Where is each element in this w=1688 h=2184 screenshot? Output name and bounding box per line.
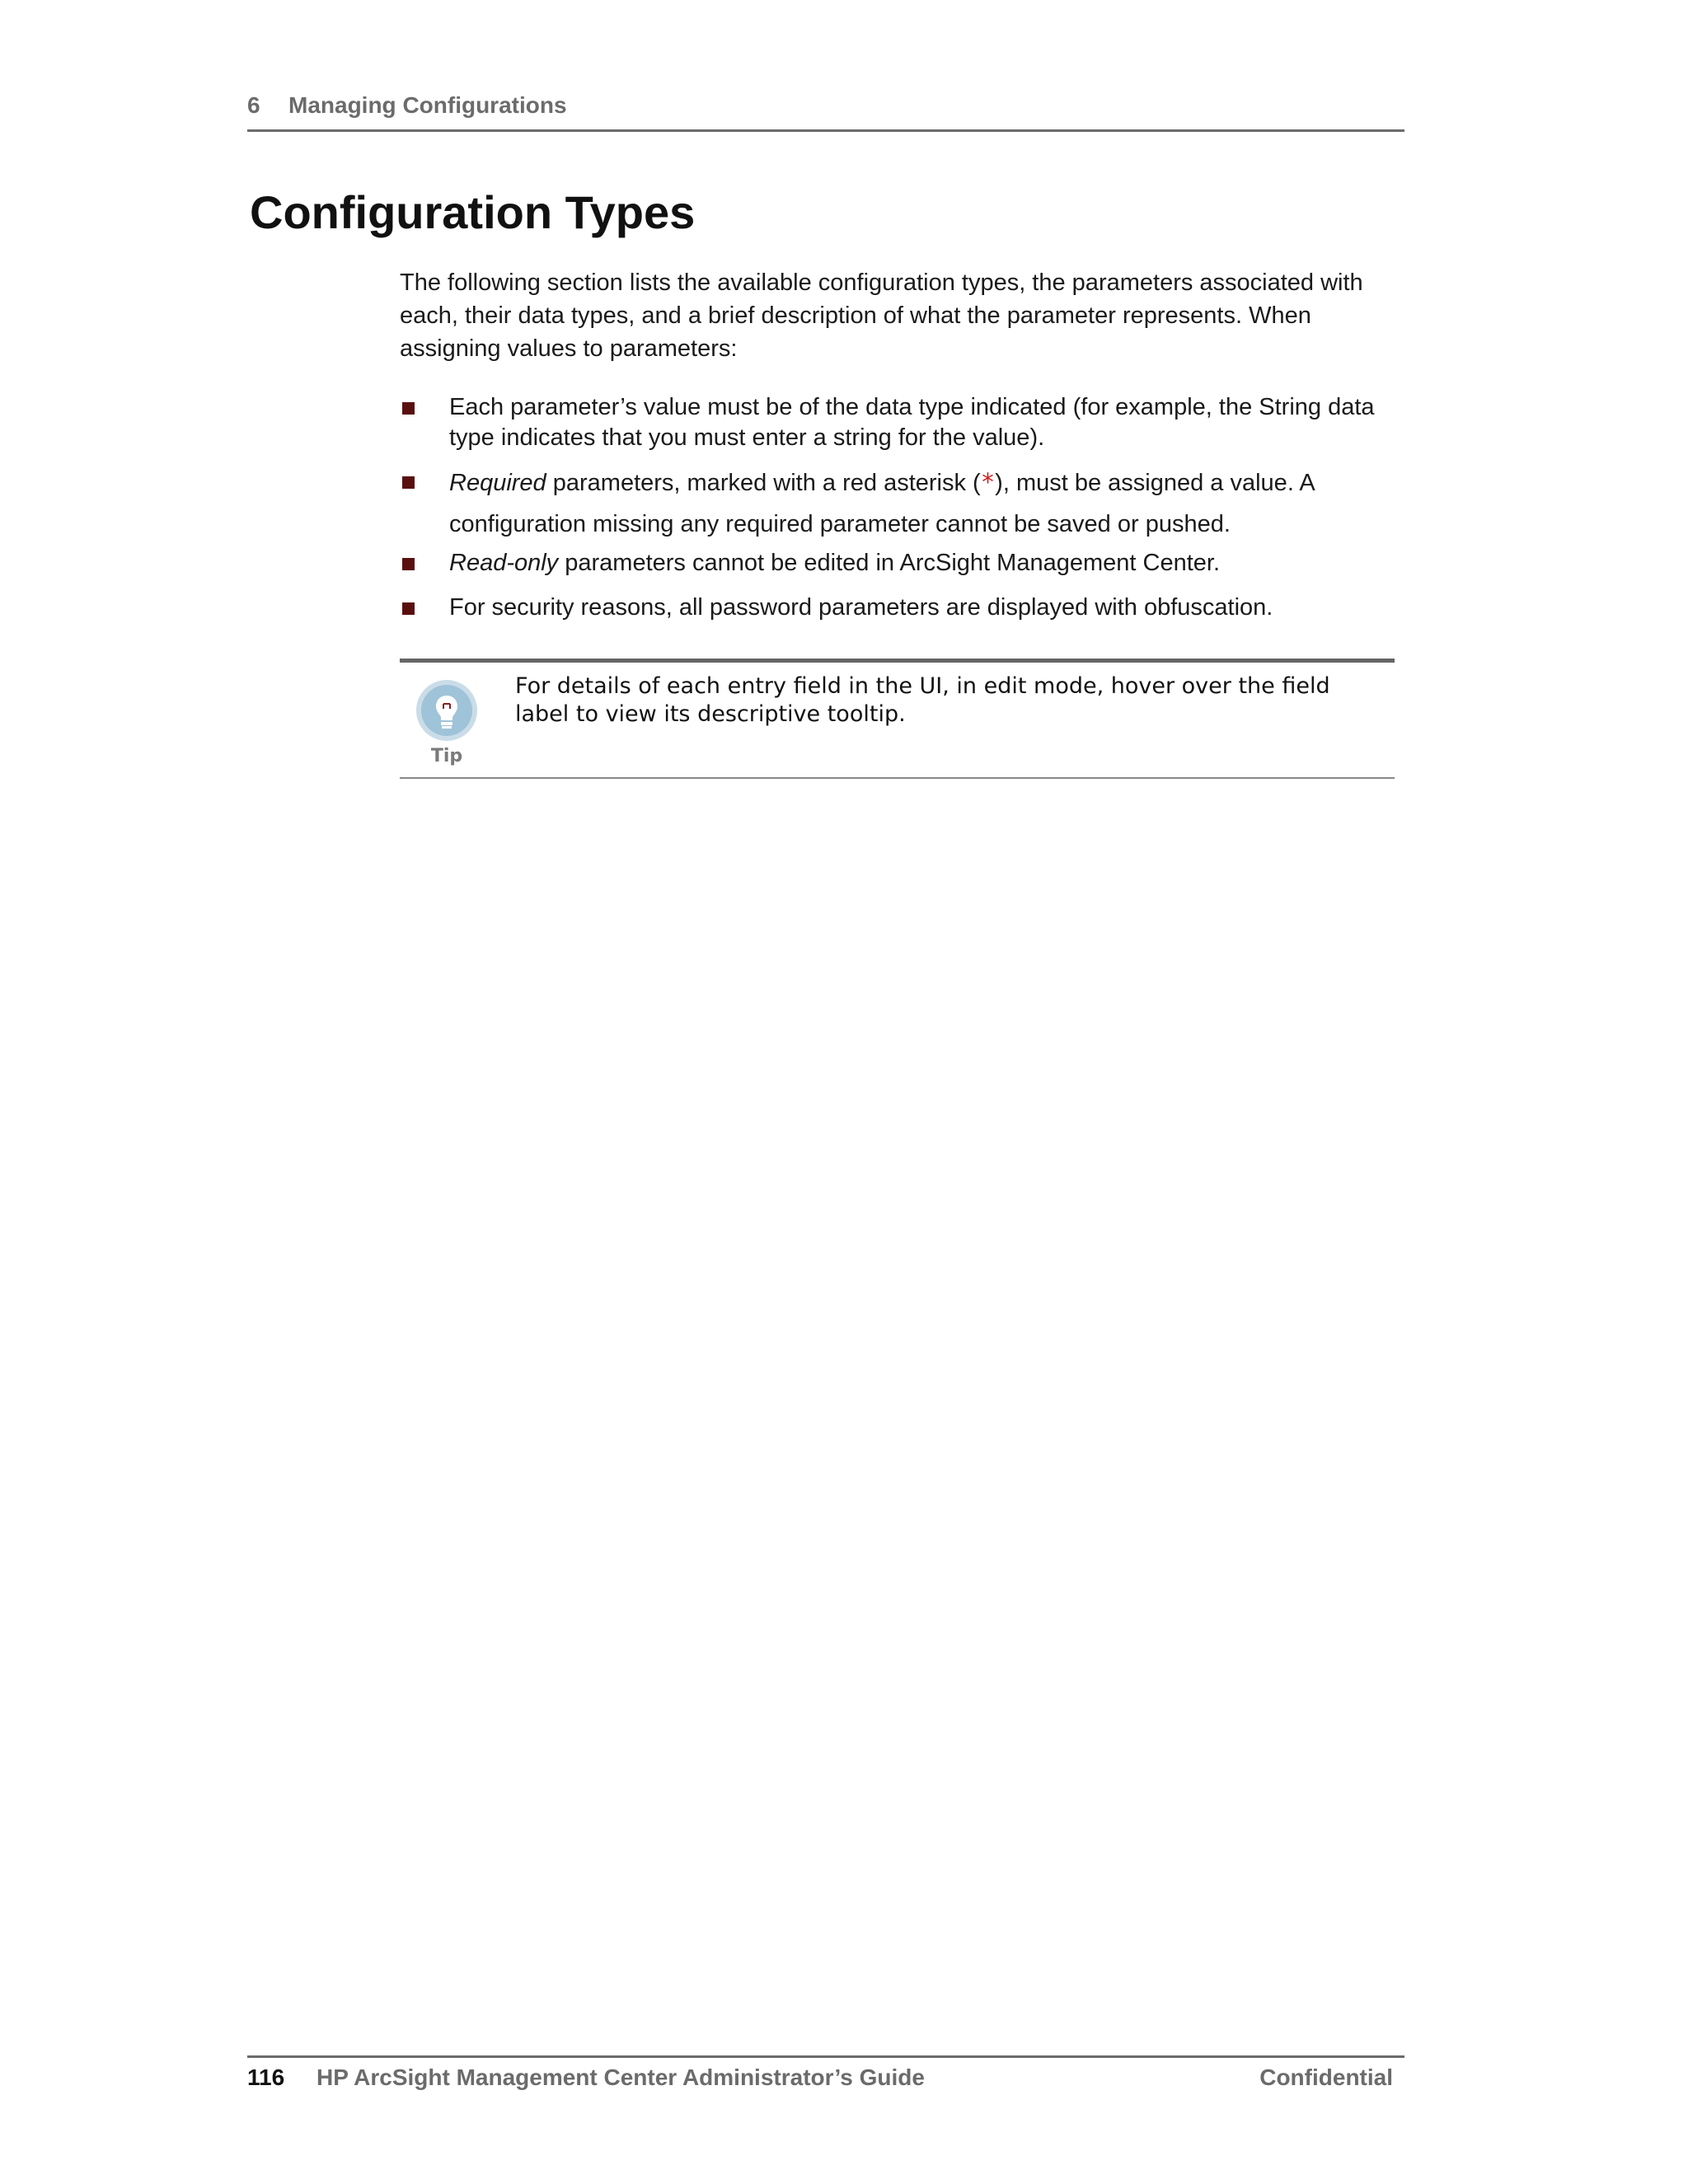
intro-paragraph: The following section lists the available configuration types, the parameters associated with each, their data types, and a brief description of what the parameter represents. When assigning values to parameters: [400, 269, 1363, 362]
page-footer [247, 2055, 1404, 2097]
lightbulb-tip-icon [414, 676, 480, 766]
page-number: 116 [247, 2064, 285, 2090]
square-bullet-icon [402, 558, 415, 570]
bullet-text: Each parameter’s value must be of the data type indicated (for example, the String data type indicates that you must enter a string for the value). [449, 394, 1375, 451]
list-item [400, 548, 1405, 579]
section-title: Configuration Types [250, 186, 696, 238]
list-item [400, 392, 1405, 453]
square-bullet-icon [402, 476, 415, 489]
square-bullet-icon [402, 602, 415, 615]
bullet-text: For security reasons, all password parameters are displayed with obfuscation. [449, 594, 1273, 621]
list-item [400, 593, 1405, 623]
bullet-text: ), must be assigned a value. A configuration missing any required parameter cannot be saved or pushed. [449, 470, 1315, 537]
document-title: HP ArcSight Management Center Administrator’s Guide [316, 2064, 925, 2090]
chapter-title: Managing Configurations [288, 92, 567, 118]
classification-label: Confidential [1259, 2064, 1393, 2090]
bullet-emphasis: Required [449, 470, 546, 496]
parameter-rules-list [400, 392, 1405, 623]
tip-text: For details of each entry field in the UI, in edit mode, hover over the field label to view its descriptive tooltip. [515, 673, 1330, 727]
tip-box [400, 658, 1395, 779]
list-item [400, 462, 1405, 545]
bullet-emphasis: Read-only [449, 550, 559, 576]
bullet-text: parameters cannot be edited in ArcSight Management Center. [558, 550, 1220, 576]
red-asterisk: * [980, 468, 996, 496]
bullet-text: parameters, marked with a red asterisk ( [546, 470, 981, 496]
running-header [247, 92, 1404, 132]
tip-label: Tip [430, 746, 463, 766]
square-bullet-icon [402, 402, 415, 415]
chapter-number: 6 [247, 92, 260, 118]
